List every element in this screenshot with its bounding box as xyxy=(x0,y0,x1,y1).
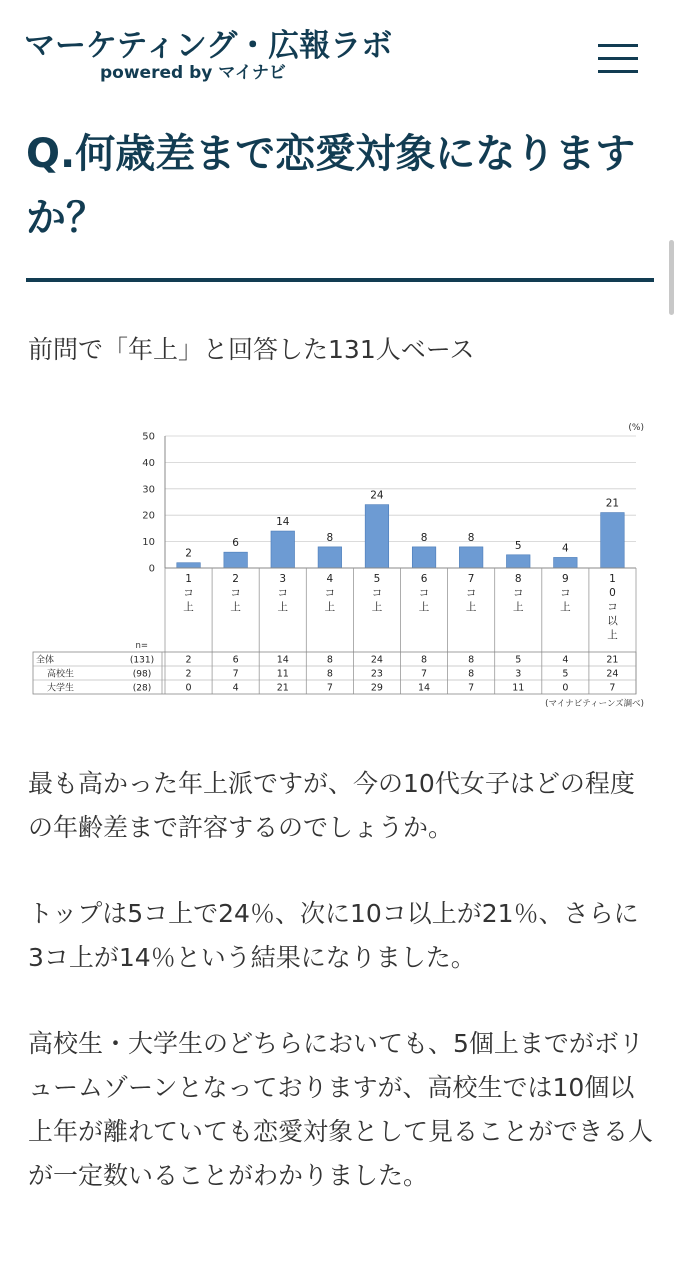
table-cell: 0 xyxy=(185,682,192,694)
category-label-char: 上 xyxy=(418,601,430,613)
category-label-char: コ xyxy=(277,587,288,599)
table-cell: 2 xyxy=(185,668,192,680)
category-label-char: 4 xyxy=(326,573,334,585)
hamburger-menu-icon[interactable] xyxy=(598,42,640,76)
chart-source-note: (マイナビティーンズ調べ) xyxy=(545,699,644,709)
table-cell: 14 xyxy=(276,654,289,666)
chart-bar xyxy=(459,547,483,568)
table-cell: 0 xyxy=(562,682,569,694)
category-label-char: コ xyxy=(183,587,194,599)
category-label-char: コ xyxy=(607,601,618,613)
y-tick-label: 20 xyxy=(142,510,155,522)
chart-bar xyxy=(365,505,389,568)
table-row-label: 高校生 xyxy=(47,669,75,680)
bar-value-label: 8 xyxy=(467,531,475,544)
table-cell: 7 xyxy=(421,668,428,680)
category-label-char: コ xyxy=(418,587,430,599)
category-label-char: 9 xyxy=(562,573,569,585)
bar-value-label: 24 xyxy=(370,489,384,502)
table-cell: 29 xyxy=(370,682,383,694)
table-cell: 7 xyxy=(326,682,333,694)
table-cell: 23 xyxy=(370,668,383,680)
bar-value-label: 4 xyxy=(562,542,569,555)
category-label-char: 7 xyxy=(467,573,475,585)
table-cell: 5 xyxy=(562,668,569,680)
category-label-char: 6 xyxy=(420,573,428,585)
table-cell: 14 xyxy=(418,682,431,694)
category-label-char: 以 xyxy=(607,615,618,627)
category-label-char: 上 xyxy=(371,601,383,613)
chart-bar xyxy=(318,547,342,568)
y-tick-label: 10 xyxy=(142,537,155,549)
y-tick-label: 0 xyxy=(148,563,155,575)
chart-bar xyxy=(506,555,530,568)
table-cell: 7 xyxy=(468,682,475,694)
category-label-char: 上 xyxy=(183,601,194,613)
y-tick-label: 50 xyxy=(142,431,155,443)
table-cell: 24 xyxy=(606,668,619,680)
page-title: Q.何歳差まで恋愛対象になりますか？ xyxy=(26,131,636,241)
bar-value-label: 14 xyxy=(276,516,290,529)
category-label-char: 上 xyxy=(465,601,477,613)
bar-value-label: 8 xyxy=(326,531,334,544)
chart-bar xyxy=(224,552,248,568)
table-row-label: 全体 xyxy=(36,655,55,666)
category-label-char: コ xyxy=(465,587,477,599)
category-label-char: 1 xyxy=(185,573,192,585)
paragraph-3: 高校生・大学生のどちらにおいても、5個上までがボリュームゾーンとなっておりますが、高校生では10個以上年が離れていても恋愛対象として見ることができる人が一定数いることがわかりました。 xyxy=(28,1029,654,1190)
category-label-char: 上 xyxy=(607,629,618,641)
table-cell: 2 xyxy=(185,654,192,666)
category-label-char: 上 xyxy=(277,601,288,613)
table-cell: 8 xyxy=(326,654,333,666)
title-divider xyxy=(26,278,654,282)
table-cell: 8 xyxy=(468,668,475,680)
table-row-label: 大学生 xyxy=(47,683,75,694)
table-cell: 21 xyxy=(606,654,619,666)
bar-value-label: 21 xyxy=(605,497,620,510)
site-logo-subtitle: powered by マイナビ xyxy=(100,63,286,83)
bar-value-label: 5 xyxy=(514,539,522,552)
table-cell: 8 xyxy=(326,668,333,680)
data-table-frame xyxy=(33,652,636,694)
scrollbar-thumb[interactable] xyxy=(669,240,674,315)
bar-value-label: 8 xyxy=(420,531,428,544)
table-cell: 24 xyxy=(370,654,383,666)
y-tick-label: 30 xyxy=(142,484,155,496)
table-cell: 11 xyxy=(512,682,525,694)
chart-bar xyxy=(177,563,201,568)
table-row-n: (28) xyxy=(132,683,152,694)
category-label-char: 0 xyxy=(609,587,616,599)
category-label-char: コ xyxy=(324,587,336,599)
category-label-char: 上 xyxy=(230,601,241,613)
paragraph-2: トップは5コ上で24％、次に10コ以上が21％、さらに3コ上が14％という結果になりました。 xyxy=(28,899,639,972)
table-cell: 6 xyxy=(232,654,239,666)
n-label: n= xyxy=(135,641,148,651)
category-label-char: 上 xyxy=(513,601,524,613)
category-label-char: 上 xyxy=(324,601,336,613)
table-cell: 11 xyxy=(276,668,289,680)
chart-unit-label: (%) xyxy=(628,423,644,433)
table-cell: 21 xyxy=(276,682,289,694)
y-tick-label: 40 xyxy=(142,457,155,469)
table-cell: 4 xyxy=(232,682,239,694)
table-cell: 3 xyxy=(515,668,522,680)
survey-base-note: 前問で「年上」と回答した131人ベース xyxy=(28,335,475,364)
table-cell: 4 xyxy=(562,654,569,666)
category-label-char: コ xyxy=(513,587,524,599)
category-label-char: 8 xyxy=(514,573,522,585)
chart-bar xyxy=(412,547,436,568)
table-cell: 8 xyxy=(421,654,428,666)
category-label-char: コ xyxy=(371,587,383,599)
bar-value-label: 2 xyxy=(185,547,192,560)
table-row-n: (131) xyxy=(129,655,155,666)
chart-bar xyxy=(554,557,578,568)
category-label-char: 1 xyxy=(609,573,616,585)
table-cell: 7 xyxy=(232,668,239,680)
table-cell: 8 xyxy=(468,654,475,666)
chart-bar xyxy=(271,531,295,568)
site-logo[interactable]: マーケティング・広報ラボ xyxy=(24,28,393,64)
table-row-n: (98) xyxy=(132,669,152,680)
table-cell: 5 xyxy=(515,654,522,666)
paragraph-1: 最も高かった年上派ですが、今の10代女子はどの程度の年齢差まで許容するのでしょうか。 xyxy=(28,769,635,842)
site-header xyxy=(0,0,680,100)
category-label-char: 上 xyxy=(560,601,571,613)
table-cell: 7 xyxy=(609,682,616,694)
category-label-char: コ xyxy=(230,587,241,599)
category-label-char: 5 xyxy=(373,573,381,585)
chart-bar xyxy=(601,513,625,568)
category-label-char: 2 xyxy=(232,573,239,585)
category-label-char: 3 xyxy=(279,573,287,585)
age-gap-bar-chart xyxy=(30,418,650,714)
bar-value-label: 6 xyxy=(232,537,239,550)
category-label-char: コ xyxy=(560,587,571,599)
